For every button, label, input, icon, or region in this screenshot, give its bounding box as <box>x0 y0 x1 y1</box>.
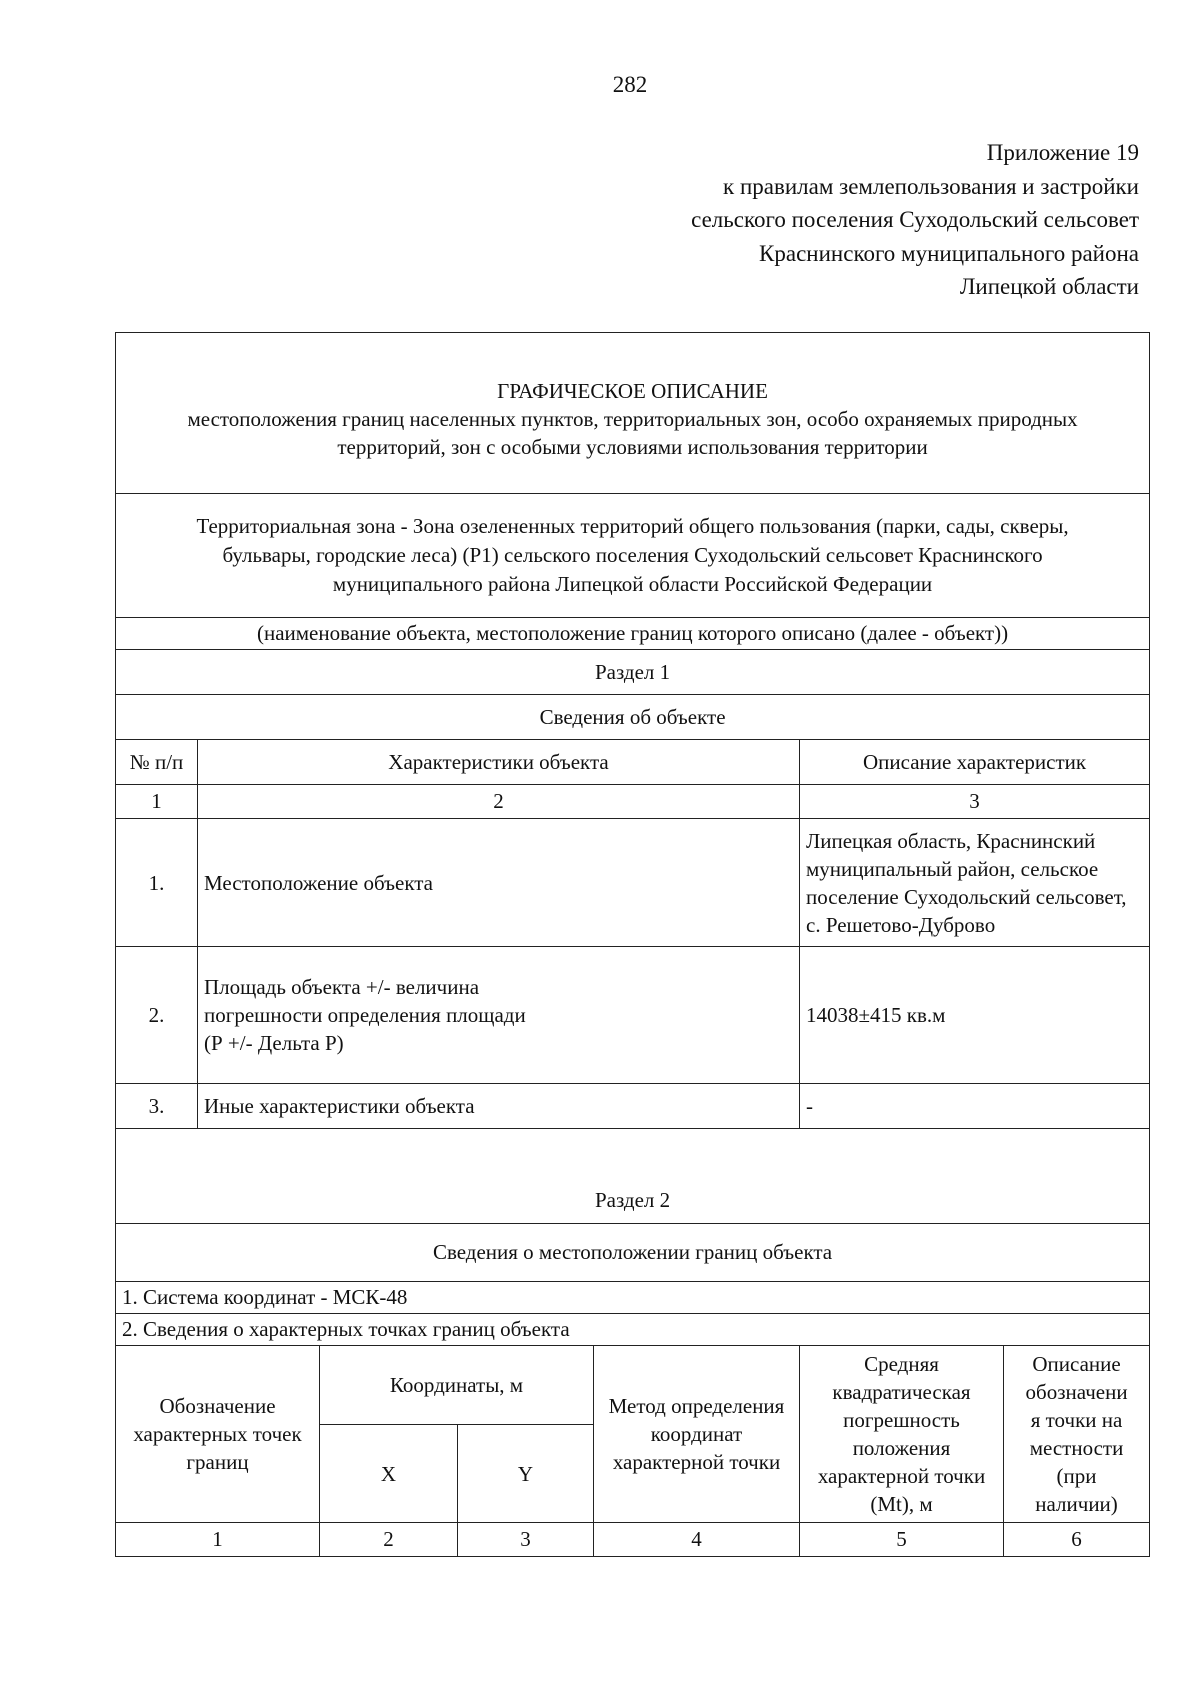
text-line: Площадь объекта +/- величина <box>204 975 480 999</box>
coord-system-row <box>116 1282 1150 1314</box>
text-line: местности <box>1029 1436 1124 1460</box>
header-y: Y <box>458 1425 594 1523</box>
text-line: погрешность <box>843 1408 960 1432</box>
points-numbers-row <box>116 1523 1150 1557</box>
text-line: (Mt), м <box>870 1492 933 1516</box>
header-num: № п/п <box>116 740 198 785</box>
header-characteristics: Характеристики объекта <box>198 740 800 785</box>
text-line: Местоположение объекта <box>204 870 434 895</box>
text-line: с. Решетово-Дуброво <box>806 912 996 937</box>
text-line: характерной точки <box>817 1464 986 1488</box>
appendix-line: к правилам землепользования и застройки <box>723 173 1139 199</box>
column-number: 2 <box>320 1523 458 1557</box>
text-line: обозначени <box>1025 1380 1128 1404</box>
description-table <box>115 332 1150 1557</box>
column-number: 2 <box>198 785 800 819</box>
section1-title-row <box>116 650 1150 695</box>
appendix-line: Краснинского муниципального района <box>759 240 1139 266</box>
section2-subtitle: Сведения о местоположении границ объекта <box>116 1224 1150 1282</box>
text-line: 14038±415 кв.м <box>806 1003 946 1027</box>
object-name-hint: (наименование объекта, местоположение границ которого описано (далее - объект)) <box>116 618 1150 650</box>
header-error <box>800 1346 1004 1523</box>
section1-header-row <box>116 740 1150 785</box>
text-line: (при <box>1056 1464 1097 1488</box>
text-line: Обозначение <box>159 1394 276 1418</box>
text-line: наличии) <box>1035 1492 1118 1516</box>
text-line: характерной точки <box>612 1450 781 1474</box>
column-number: 4 <box>594 1523 800 1557</box>
points-title-row <box>116 1314 1150 1346</box>
text-line: погрешности определения площади <box>204 1003 526 1027</box>
object-name-line: Территориальная зона - Зона озелененных территорий общего пользования (парки, сады, скверы, <box>196 514 1069 538</box>
header-description: Описание характеристик <box>800 740 1150 785</box>
column-number: 5 <box>800 1523 1004 1557</box>
object-name-cell <box>116 494 1150 618</box>
text-line: Метод определения <box>608 1394 785 1418</box>
text-line: квадратическая <box>832 1380 971 1404</box>
text-line: Иные характеристики объекта <box>204 1093 475 1118</box>
table-row <box>116 1084 1150 1129</box>
row-characteristic <box>198 947 800 1084</box>
section1-title: Раздел 1 <box>116 650 1150 695</box>
object-name-line: муниципального района Липецкой области Российской Федерации <box>332 572 933 596</box>
text-line: положения <box>852 1436 951 1460</box>
text-line: Описание <box>1032 1352 1121 1376</box>
row-number: 3. <box>116 1084 198 1129</box>
text-line: Липецкая область, Краснинский <box>806 828 1096 853</box>
section2-subtitle-row <box>116 1224 1150 1282</box>
column-number: 3 <box>800 785 1150 819</box>
row-characteristic <box>198 1084 800 1129</box>
text-line: Средняя <box>864 1352 939 1376</box>
document-title: ГРАФИЧЕСКОЕ ОПИСАНИЕ <box>497 379 768 403</box>
text-line: (Р +/- Дельта Р) <box>204 1031 344 1055</box>
row-number: 1. <box>116 819 198 947</box>
table-row <box>116 819 1150 947</box>
section2-title-row <box>116 1129 1150 1224</box>
text-line: характерных точек <box>133 1422 302 1446</box>
header-method <box>594 1346 800 1523</box>
section1-numbers-row <box>116 785 1150 819</box>
appendix-header <box>691 136 1139 304</box>
section2-title: Раздел 2 <box>116 1129 1150 1224</box>
text-line: я точки на <box>1030 1408 1123 1432</box>
column-number: 6 <box>1004 1523 1150 1557</box>
points-title: 2. Сведения о характерных точках границ объекта <box>116 1314 1150 1346</box>
row-description <box>800 819 1150 947</box>
points-header-row <box>116 1346 1150 1425</box>
column-number: 1 <box>116 785 198 819</box>
page-number: 282 <box>612 72 648 97</box>
text-line: границ <box>186 1450 249 1474</box>
column-number: 3 <box>458 1523 594 1557</box>
text-line: поселение Суходольский сельсовет, <box>806 884 1127 909</box>
text-line: координат <box>650 1422 743 1446</box>
text-line: муниципальный район, сельское <box>806 856 1099 881</box>
object-name-hint-row <box>116 618 1150 650</box>
header-coordinates: Координаты, м <box>320 1346 594 1425</box>
coord-system: 1. Система координат - МСК-48 <box>116 1282 1150 1314</box>
row-description <box>800 947 1150 1084</box>
appendix-line: Приложение 19 <box>986 140 1139 165</box>
header-point-description <box>1004 1346 1150 1523</box>
object-name-row <box>116 494 1150 618</box>
section1-subtitle-row <box>116 695 1150 740</box>
section1-subtitle: Сведения об объекте <box>116 695 1150 740</box>
row-number: 2. <box>116 947 198 1084</box>
row-description <box>800 1084 1150 1129</box>
document-subtitle: территорий, зон с особыми условиями использования территории <box>337 435 928 459</box>
row-characteristic <box>198 819 800 947</box>
header-point-designation <box>116 1346 320 1523</box>
document-subtitle: местоположения границ населенных пунктов, территориальных зон, особо охраняемых природных <box>187 407 1078 431</box>
text-line: - <box>806 1093 813 1118</box>
table-row <box>116 947 1150 1084</box>
appendix-line: Липецкой области <box>959 274 1139 299</box>
header-x: X <box>320 1425 458 1523</box>
column-number: 1 <box>116 1523 320 1557</box>
appendix-line: сельского поселения Суходольский сельсовет <box>691 207 1139 232</box>
title-row <box>116 333 1150 494</box>
object-name-line: бульвары, городские леса) (Р1) сельского поселения Суходольский сельсовет Краснинского <box>222 543 1043 567</box>
title-cell <box>116 333 1150 494</box>
